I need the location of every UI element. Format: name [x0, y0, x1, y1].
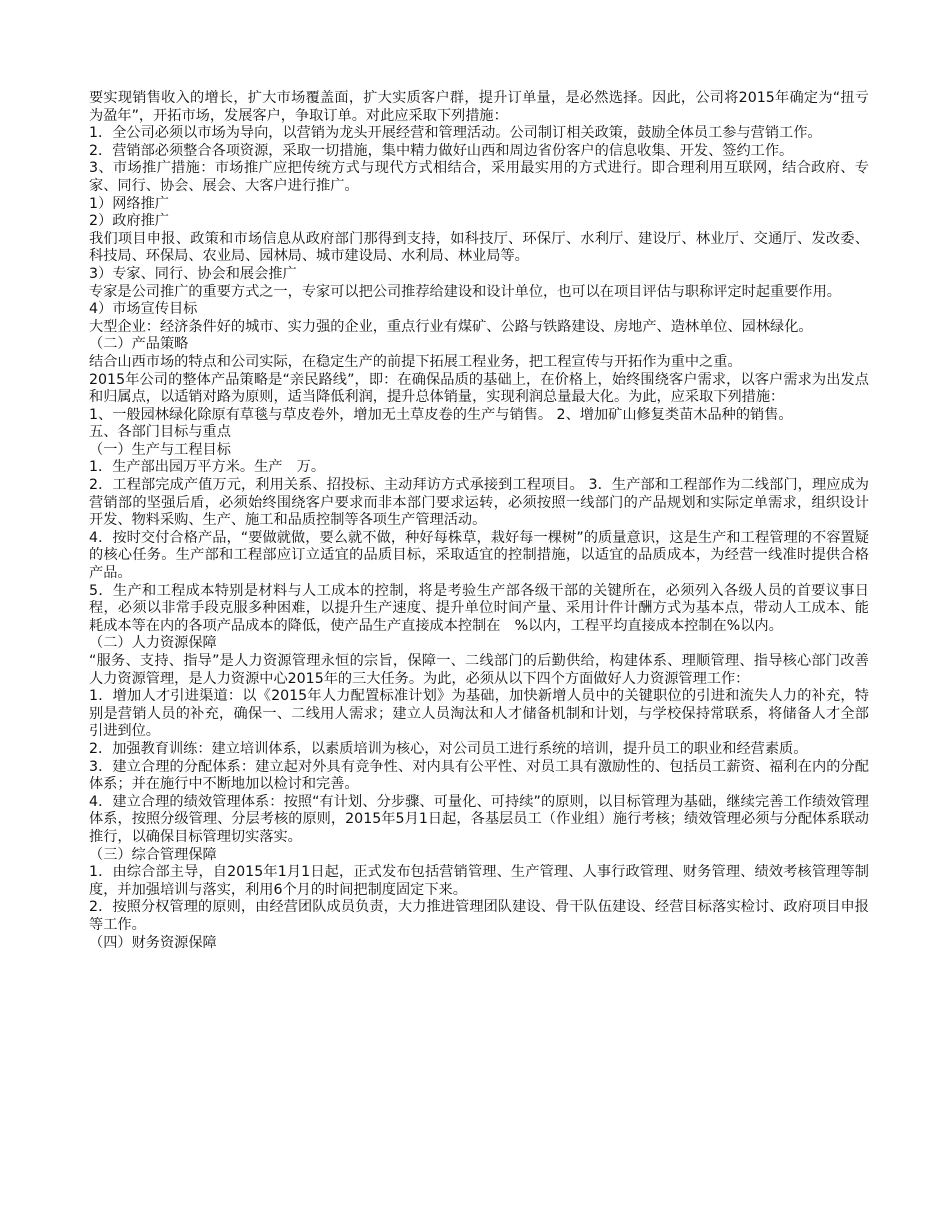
section-heading: （一）生产与工程目标 — [89, 441, 231, 458]
paragraph: 2．工程部完成产值万元，利用关系、招投标、主动拜访方式承接到工程项目。 3．生产部和工程部作为二线部门，理应成为营销部的坚强后盾，必须始终围绕客户要求而非本部门要求运转，必须按照一线部门的产品规划和实际定单需求，组织设计开发、物料采购、生产、施工和品质控制等各项生产管理活动。 — [89, 477, 869, 529]
section-heading: 五、各部门目标与重点 — [89, 424, 231, 441]
section-heading: （三）综合管理保障 — [89, 846, 217, 863]
paragraph: 3．建立合理的分配体系：建立起对外具有竞争性、对内具有公平性、对员工具有激励性的、包括员工薪资、福利在内的分配体系；并在施行中不断地加以检讨和完善。 — [89, 758, 869, 793]
section-heading: （四）财务资源保障 — [89, 934, 217, 951]
paragraph: 1．生产部出园万平方米。生产 万。 — [89, 459, 326, 476]
paragraph: 4．按时交付合格产品，“要做就做，要么就不做，种好每株草，栽好每一棵树”的质量意识，这是生产和工程管理的不容置疑的核心任务。生产部和工程部应订立适宜的品质目标，采取适宜的控制措施，以适宜的品质成本，为经营一线准时提供合格产品。 — [89, 529, 869, 582]
paragraph: 1、一般园林绿化除原有草毯与草皮卷外，增加无土草皮卷的生产与销售。 2、增加矿山修复类苗木品种的销售。 — [89, 406, 793, 423]
paragraph: 我们项目申报、政策和市场信息从政府部门那得到支持，如科技厅、环保厅、水利厅、建设厅、林业厅、交通厅、发改委、科技局、环保局、农业局、园林局、城市建设局、水利局、林业局等。 — [89, 230, 869, 265]
document-body — [89, 90, 869, 952]
paragraph: 4．建立合理的绩效管理体系：按照“有计划、分步骤、可量化、可持续”的原则，以目标管理为基础，继续完善工作绩效管理体系，按照分级管理、分层考核的原则，2015年5月1日起，各基层员工（作业组）施行考核；绩效管理必须与分配体系联动推行，以确保目标管理切实落实。 — [89, 793, 869, 845]
list-item: 2）政府推广 — [89, 213, 169, 230]
list-item: 3）专家、同行、协会和展会推广 — [89, 265, 297, 282]
paragraph: 2．加强教育训练：建立培训体系，以素质培训为核心，对公司员工进行系统的培训，提升员工的职业和经营素质。 — [89, 740, 808, 757]
paragraph: 5．生产和工程成本特别是材料与人工成本的控制，将是考验生产部各级干部的关键所在，必须列入各级人员的首要议事日程，必须以非常手段克服多种困难，以提升生产速度、提升单位时间产量、采用计件计酬方式为基本点，带动人工成本、能耗成本等在内的各项产品成本的降低，使产品生产直接成本控制在 %以内，工程平均直接成本控制在%以内。 — [89, 582, 869, 634]
paragraph: 1．由综合部主导，自2015年1月1日起，正式发布包括营销管理、生产管理、人事行政管理、财务管理、绩效考核管理等制度，并加强培训与落实，利用6个月的时间把制度固定下来。 — [89, 864, 869, 898]
paragraph: 结合山西市场的特点和公司实际，在稳定生产的前提下拓展工程业务，把工程宣传与开拓作为重中之重。 — [89, 353, 742, 370]
paragraph: 2015年公司的整体产品策略是“亲民路线”，即：在确保品质的基础上，在价格上，始终围绕客户需求，以客户需求为出发点和归属点，以适销对路为原则，适当降低利润，提升总体销量，实现利润总量最大化。为此，应采取下列措施： — [89, 371, 869, 406]
paragraph: 要实现销售收入的增长，扩大市场覆盖面，扩大实质客户群，提升订单量，是必然选择。因此，公司将2015年确定为“扭亏为盈年”，开拓市场，发展客户，争取订单。对此应采取下列措施： — [89, 90, 869, 124]
list-item: 1）网络推广 — [89, 195, 169, 212]
section-heading: （二）人力资源保障 — [89, 635, 217, 652]
section-heading: （二）产品策略 — [89, 336, 189, 353]
paragraph: 1．全公司必须以市场为导向，以营销为龙头开展经营和管理活动。公司制订相关政策，鼓励全体员工参与营销工作。 — [89, 125, 822, 142]
list-item: 4）市场宣传目标 — [89, 301, 198, 318]
paragraph: 2．按照分权管理的原则，由经营团队成员负责，大力推进管理团队建设、骨干队伍建设、经营目标落实检讨、政府项目申报等工作。 — [89, 899, 869, 933]
paragraph: 3、市场推广措施：市场推广应把传统方式与现代方式相结合，采用最实用的方式进行。即合理利用互联网，结合政府、专家、同行、协会、展会、大客户进行推广。 — [89, 160, 869, 194]
paragraph: 1．增加人才引进渠道：以《2015年人力配置标准计划》为基础，加快新增人员中的关键职位的引进和流失人力的补充，特别是营销人员的补充，确保一、二线用人需求；建立人员淘汰和人才储备机制和计划，与学校保持常联系，将储备人才全部引进到位。 — [89, 688, 869, 740]
paragraph: 专家是公司推广的重要方式之一，专家可以把公司推荐给建设和设计单位，也可以在项目评估与职称评定时起重要作用。 — [89, 283, 841, 300]
paragraph: 2．营销部必须整合各项资源，采取一切措施，集中精力做好山西和周边省份客户的信息收集、开发、签约工作。 — [89, 142, 794, 159]
paragraph: “服务、支持、指导”是人力资源管理永恒的宗旨，保障一、二线部门的后勤供给，构建体系、理顺管理、指导核心部门改善人力资源管理，是人力资源中心2015年的三大任务。为此，必须从以下四个方面做好人力资源管理工作： — [89, 653, 869, 687]
paragraph: 大型企业：经济条件好的城市、实力强的企业，重点行业有煤矿、公路与铁路建设、房地产、造林单位、园林绿化。 — [89, 318, 813, 335]
